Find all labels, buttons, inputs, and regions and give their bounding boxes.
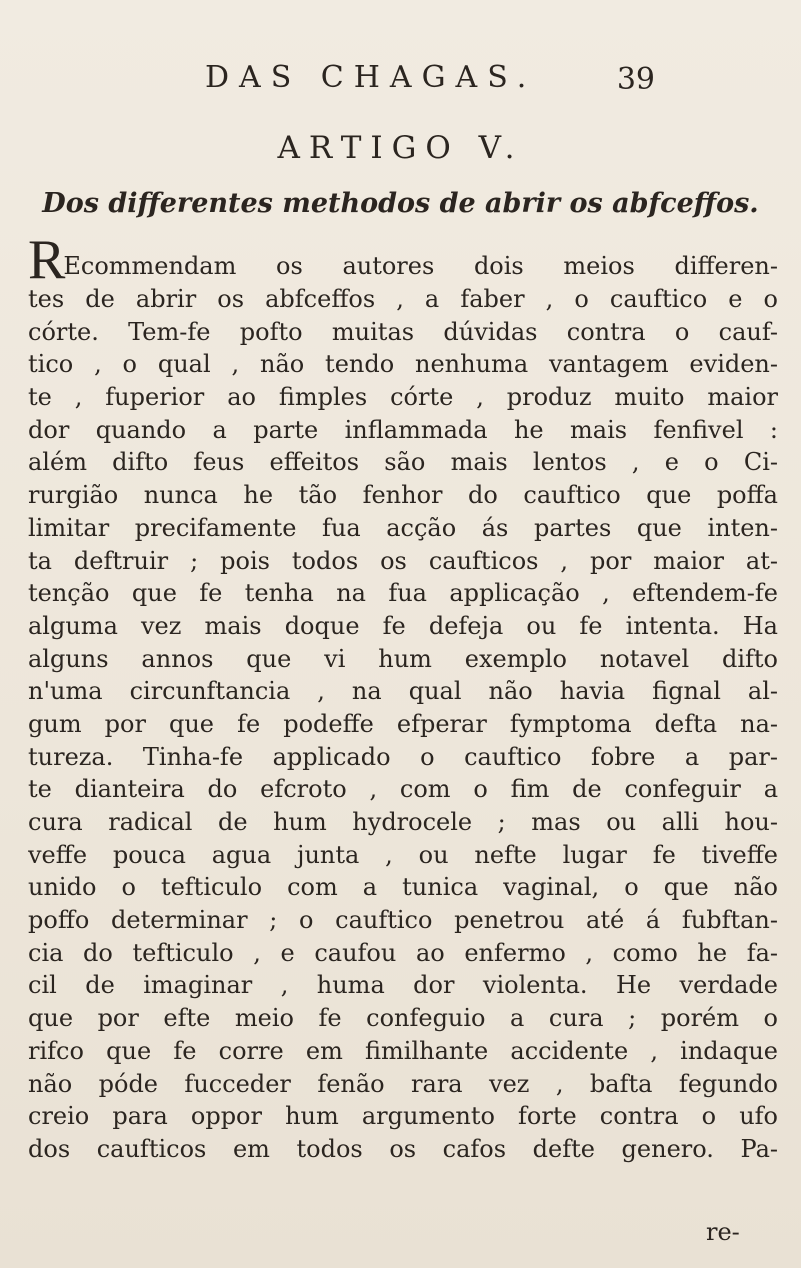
text-line: cura radical de hum hydrocele ; mas ou alli hou- — [28, 808, 778, 836]
text-line: dos caufticos em todos os cafos defte genero. Pa- — [28, 1134, 778, 1163]
text-line: rifco que fe corre em fimilhante accidente , indaque — [28, 1036, 778, 1065]
text-line: que por efte meio fe confeguio a cura ; porém o — [28, 1004, 778, 1033]
text-line: além difto feus effeitos são mais lentos , e o Ci- — [28, 448, 778, 477]
text-line: poffo determinar ; o cauftico penetrou até á fubftan- — [28, 906, 778, 935]
text-line: n'uma circunftancia , na qual não havia fignal al- — [28, 677, 778, 706]
body-text — [28, 238, 778, 1166]
text-line: tico , o qual , não tendo nenhuma vantagem eviden- — [28, 350, 778, 379]
text-line: te dianteira do efcroto , com o fim de confeguir a — [28, 775, 778, 804]
text-line: unido o tefticulo com a tunica vaginal, o que não — [28, 873, 778, 902]
section-subtitle: Dos differentes methodos de abrir os abfceffos. — [42, 188, 759, 219]
text-line: não póde fucceder fenão rara vez , bafta fegundo — [28, 1069, 778, 1098]
text-line: ta deftruir ; pois todos os caufticos , por maior at- — [28, 546, 778, 575]
text-line — [28, 238, 778, 283]
text-line-content: Ecommendam os autores dois meios differen- — [63, 252, 778, 280]
text-line: alguns annos que vi hum exemplo notavel difto — [28, 644, 778, 673]
text-line: gum por que fe podeffe efperar fymptoma defta na- — [28, 709, 778, 738]
text-line: cia do tefticulo , e caufou ao enfermo , como he fa- — [28, 938, 778, 967]
catchword: re- — [706, 1218, 740, 1246]
text-line: rurgião nunca he tão fenhor do cauftico que poffa — [28, 481, 778, 510]
text-line: alguma vez mais doque fe defeja ou fe intenta. Ha — [28, 611, 778, 640]
text-line: tes de abrir os abfceffos , a faber , o cauftico e o — [28, 285, 778, 313]
drop-cap: R — [28, 238, 66, 283]
page-number: 39 — [616, 62, 655, 97]
text-line: te , fuperior ao fimples córte , produz muito maior — [28, 383, 778, 412]
section-heading: ARTIGO V. — [277, 130, 524, 166]
text-line: veffe pouca agua junta , ou nefte lugar fe tiveffe — [28, 840, 778, 869]
text-line: creio para oppor hum argumento forte contra o ufo — [28, 1102, 778, 1131]
text-line: limitar precifamente fua acção ás partes que inten- — [28, 513, 778, 542]
text-line: córte. Tem-fe pofto muitas dúvidas contra o cauf- — [28, 317, 778, 346]
running-title: DAS CHAGAS. — [205, 60, 537, 95]
running-head — [205, 60, 655, 100]
text-line: tenção que fe tenha na fua applicação , eftendem-fe — [28, 579, 778, 608]
text-line: dor quando a parte inflammada he mais fenfivel : — [28, 415, 778, 444]
text-line: tureza. Tinha-fe applicado o cauftico fobre a par- — [28, 742, 778, 771]
text-line: cil de imaginar , huma dor violenta. He verdade — [28, 971, 778, 1000]
